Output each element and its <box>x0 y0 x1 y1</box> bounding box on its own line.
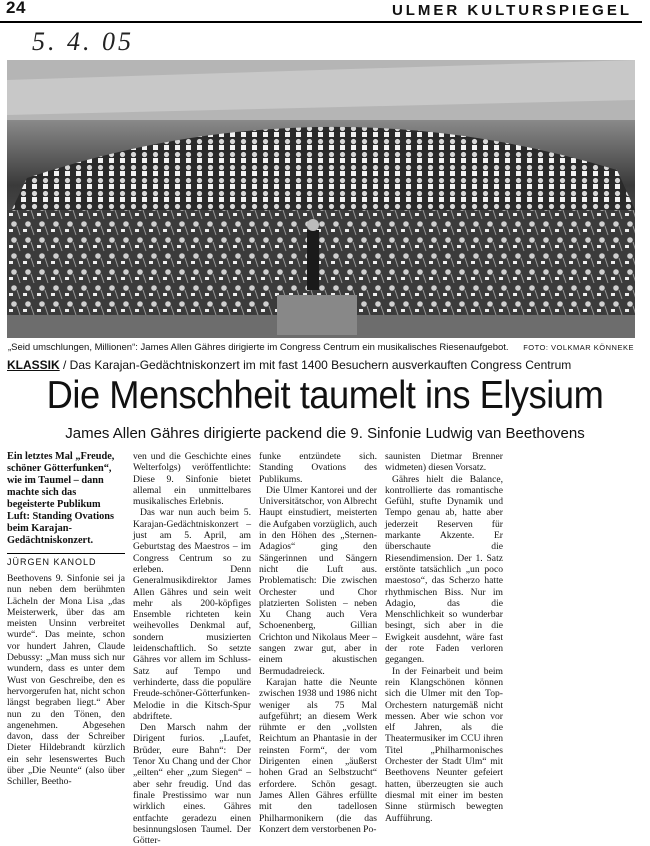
paragraph: Die Ulmer Kantorei und der Universitätschor, von Albrecht Haupt einstudiert, meisterten die Aufgaben vorzüglich, auch in den Höhen des „Sternen-Adagios“ ging den Sängerinnen und Sängern nicht die Luft aus. Problematisch: Die zwischen Orchester und Chor platzierten Solisten – neben Xu Chang auch Vera Schoenenberg, Gillian Crichton und Nikolaus Meer – sangen zwar gut, aber in einem akustischen Bermudadreieck. <box>259 484 377 677</box>
article-column-4 <box>385 451 503 824</box>
paragraph: funke entzündete sich. Standing Ovations des Publikums. <box>259 451 377 485</box>
photo-credit: FOTO: VOLKMAR KÖNNEKE <box>523 343 634 352</box>
paragraph: In der Feinarbeit und beim rein Klangschönen können sich die Ulmer mit den Top-Orchestern naturgemäß nicht messen. Aber wie schon vor elf Jahren, als die Theatermusiker im CCU ihren Titel „Philharmonisches Orchester der Stadt Ulm“ mit Beethovens Neunter gefeiert hatten, überzeugten sie auch diesmal mit einer im besten Sinne stürmisch bewegten Aufführung. <box>385 665 503 824</box>
header-rule <box>0 21 642 23</box>
headline: Die Menschheit taumelt ins Elysium <box>46 374 604 417</box>
handwritten-date: 5. 4. 05 <box>32 27 134 56</box>
page-number: 24 <box>6 0 26 17</box>
article-column-3 <box>259 451 377 835</box>
paragraph: Gähres hielt die Balance, kontrollierte das romantische Gefühl, stufte Dynamik und Tempo genau ab, hatte aber jederzeit Reserven für markante Akzente. Er überschaute die Riesendimension. Der 1. Satz erstönte tatsächlich „un poco maestoso“, das Scherzo hatte rhythmischen Biss. Nur im Adagio, das die Menschlichkeit so wunderbar besingt, sich aber in die Ewigkeit ausdehnt, wäre fast der rote Faden verloren gegangen. <box>385 473 503 666</box>
photo-caption: „Seid umschlungen, Millionen“: James Allen Gähres dirigierte im Congress Centrum ein musikalisches Riesenaufgebot. <box>8 342 509 353</box>
article-column-2 <box>133 451 251 846</box>
paragraph: saunisten Dietmar Brenner widmeten) diesen Vorsatz. <box>385 451 503 474</box>
paragraph: Beethovens 9. Sinfonie sei ja nun neben dem berühmten Lächeln der Mona Lisa „das Meisterwerk, über das am meisten Unsinn verbreitet wurde“. Das meinte, schon vor hundert Jahren, Claude Debussy: „Man muss sich nur wundern, dass es unter dem Wust von Geschreibe, den es hervorgerufen hat, nicht schon längst begraben liegt.“ Aber nun zu den Tönen, den angenehmen. Abgesehen davon, dass der Schreiber Dieter Hildebrandt kürzlich ein sehr lesenswertes Buch über „Die Neunte“ (also über Schiller, Beetho- <box>7 573 125 788</box>
paragraph: Karajan hatte die Neunte zwischen 1938 und 1986 nicht weniger als 75 Mal aufgeführt; an diesem Werk rühmte er den „vollsten Reichtum an Phantasie in der reinsten Form“, der vom Dirigenten einen „äußerst hohen Grad an Selbstzucht“ erfordere. Schön gesagt. James Allen Gähres erfüllte mit den tadellosen Philharmonikern (die das Konzert dem verstorbenen Po- <box>259 676 377 835</box>
article-kicker <box>7 358 571 372</box>
author-byline: JÜRGEN KANOLD <box>7 553 125 567</box>
paragraph: ven und die Geschichte eines Welterfolgs) veröffentlichte: Diese 9. Sinfonie bietet allemal ein unmittelbares musikalisches Erlebnis. <box>133 451 251 508</box>
kicker-label: KLASSIK <box>7 358 60 372</box>
subheadline: James Allen Gähres dirigierte packend die 9. Sinfonie Ludwig van Beethovens <box>65 425 585 442</box>
orchestra-photo <box>7 60 635 338</box>
kicker-text: / Das Karajan-Gedächtniskonzert im mit fast 1400 Besuchern ausverkauften Congress Centrum <box>59 358 572 372</box>
paragraph: Das war nun auch beim 5. Karajan-Gedächtniskonzert – just am 5. April, am Geburtstag des Maestros – im Congress Centrum so zu erleben. Denn Generalmusikdirektor James Allen Gähres und sein weit mehr als 200-köpfiges Ensemble richteten kein weihevolles Denkmal auf, sondern musizierten leidenschaftlich. So setzte Gähres vor allem im Schluss-Satz auf Tempo und verhinderte, dass die populäre Freude-schöner-Götterfunken-Melodie in die Kitsch-Spur abdriftete. <box>133 507 251 722</box>
article-column-1 <box>7 451 125 788</box>
section-title: ULMER KULTURSPIEGEL <box>391 2 632 19</box>
article-lead: Ein letztes Mal „Freude, schöner Götterfunken“, wie im Taumel – dann machte sich das begeisterte Publikum Luft: Standing Ovations beim Karajan-Gedächtniskonzert. <box>7 451 115 546</box>
paragraph: Den Marsch nahm der Dirigent furios. „Laufet, Brüder, eure Bahn“: Der Tenor Xu Chang und der Chor „eilten“ eher „zum Siegen“ – aber sehr freudig. Und das finale Prestissimo war nun wirklich eines. Gähres entfachte geradezu einen besinnungslosen Taumel. Der Götter- <box>133 722 251 846</box>
orchestra-photo-illustration <box>7 60 635 338</box>
